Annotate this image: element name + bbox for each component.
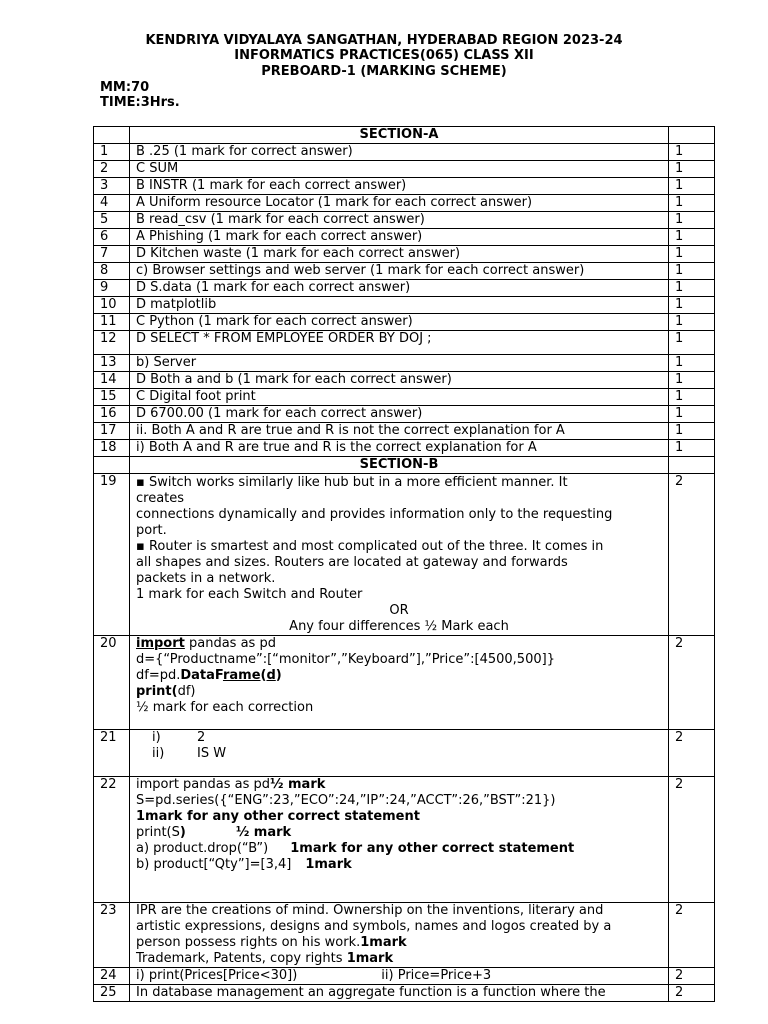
question-number: 8	[94, 263, 130, 280]
marks: 1	[669, 246, 715, 263]
table-row	[94, 297, 715, 314]
answer-line: ▪ Router is smartest and most complicated out of the three. It comes in	[136, 539, 604, 554]
table-row	[94, 406, 715, 423]
answer-text	[130, 968, 669, 985]
answer-fragment: i) print(Prices[Price<30])	[136, 968, 298, 983]
doc-title-line3: PREBOARD-1 (MARKING SCHEME)	[261, 64, 507, 79]
question-number: 21	[94, 730, 130, 777]
question-number: 14	[94, 372, 130, 389]
question-number: 23	[94, 903, 130, 968]
table-row	[94, 195, 715, 212]
answer-text	[130, 777, 669, 903]
answer-fragment: Trademark, Patents, copy rights	[136, 951, 347, 966]
table-row	[94, 636, 715, 730]
answer-fragment: person possess rights on his work.	[136, 935, 361, 950]
table-row	[94, 246, 715, 263]
question-number: 10	[94, 297, 130, 314]
marks: 1	[669, 389, 715, 406]
answer-text	[130, 474, 669, 636]
answer-keyword: import	[136, 636, 185, 651]
question-number: 9	[94, 280, 130, 297]
question-number: 24	[94, 968, 130, 985]
answer-text: C Python (1 mark for each correct answer)	[130, 314, 669, 331]
table-row	[94, 314, 715, 331]
table-row	[94, 389, 715, 406]
answer-text: B .25 (1 mark for correct answer)	[130, 144, 669, 161]
marking-scheme-table	[93, 126, 715, 1002]
answer-text: D Kitchen waste (1 mark for each correct answer)	[130, 246, 669, 263]
table-row	[94, 161, 715, 178]
table-row	[94, 212, 715, 229]
answer-fragment: rame	[222, 668, 261, 683]
answer-fragment: print(	[136, 684, 178, 699]
answer-fragment: print(S	[136, 825, 180, 840]
answer-text: A Uniform resource Locator (1 mark for each correct answer)	[130, 195, 669, 212]
doc-title-line1: KENDRIYA VIDYALAYA SANGATHAN, HYDERABAD REGION 2023-24	[145, 33, 623, 48]
marks: 1	[669, 161, 715, 178]
answer-text: D S.data (1 mark for each correct answer)	[130, 280, 669, 297]
table-row	[94, 355, 715, 372]
answer-text: In database management an aggregate function is a function where the	[130, 985, 669, 1002]
table-row	[94, 440, 715, 457]
table-row	[94, 474, 715, 636]
answer-text	[130, 730, 669, 777]
answer-text: b) Server	[130, 355, 669, 372]
marks: 1	[669, 229, 715, 246]
answer-line: IPR are the creations of mind. Ownership on the inventions, literary and	[136, 903, 604, 918]
marks: 2	[669, 474, 715, 636]
question-number: 5	[94, 212, 130, 229]
table-row	[94, 968, 715, 985]
answer-text: c) Browser settings and web server (1 mark for each correct answer)	[130, 263, 669, 280]
table-row	[94, 178, 715, 195]
section-a-heading: SECTION-A	[130, 127, 669, 144]
marks: 2	[669, 636, 715, 730]
marks: 2	[669, 903, 715, 968]
time-allowed: TIME:3Hrs.	[100, 95, 180, 110]
question-number: 11	[94, 314, 130, 331]
question-number: 17	[94, 423, 130, 440]
answer-fragment: 2	[197, 730, 206, 745]
answer-line: port.	[136, 523, 167, 538]
question-number: 13	[94, 355, 130, 372]
answer-line: 1 mark for each Switch and Router	[136, 587, 363, 602]
answer-fragment: )	[275, 668, 282, 683]
table-row	[94, 777, 715, 903]
question-number: 25	[94, 985, 130, 1002]
answer-text	[130, 636, 669, 730]
answer-fragment: ½ mark	[235, 825, 292, 840]
answer-fragment: ii) Price=Price+3	[381, 968, 492, 983]
marks: 1	[669, 212, 715, 229]
answer-text: C Digital foot print	[130, 389, 669, 406]
answer-fragment: a) product.drop(“B”)	[136, 841, 269, 856]
marks: 1	[669, 297, 715, 314]
answer-text: D SELECT * FROM EMPLOYEE ORDER BY DOJ ;	[130, 331, 669, 355]
table-row	[94, 331, 715, 355]
answer-fragment: pandas as pd	[184, 636, 276, 651]
marks: 1	[669, 280, 715, 297]
answer-text: B read_csv (1 mark for each correct answer)	[130, 212, 669, 229]
answer-line: packets in a network.	[136, 571, 276, 586]
marks: 1	[669, 423, 715, 440]
question-number: 18	[94, 440, 130, 457]
table-row	[94, 730, 715, 777]
marks: 1	[669, 372, 715, 389]
answer-text: C SUM	[130, 161, 669, 178]
answer-text: D matplotlib	[130, 297, 669, 314]
doc-title-line2: INFORMATICS PRACTICES(065) CLASS XII	[234, 48, 534, 63]
answer-line: d={“Productname”:[“monitor”,”Keyboard”],”Price”:[4500,500]}	[136, 652, 555, 667]
answer-line: Any four differences ½ Mark each	[289, 619, 509, 634]
question-number: 19	[94, 474, 130, 636]
table-row	[94, 423, 715, 440]
table-row	[94, 985, 715, 1002]
section-b-heading: SECTION-B	[130, 457, 669, 474]
table-row	[94, 372, 715, 389]
marks: 1	[669, 314, 715, 331]
question-number: 20	[94, 636, 130, 730]
answer-fragment: 1mark	[360, 935, 407, 950]
question-number: 7	[94, 246, 130, 263]
question-number: 2	[94, 161, 130, 178]
answer-text	[130, 903, 669, 968]
marks: 1	[669, 144, 715, 161]
answer-line: ▪ Switch works similarly like hub but in a more efficient manner. It	[136, 475, 568, 490]
answer-fragment: DataF	[180, 668, 223, 683]
marks: 1	[669, 178, 715, 195]
max-marks: MM:70	[100, 80, 150, 95]
question-number: 3	[94, 178, 130, 195]
answer-fragment: ½ mark	[270, 777, 326, 792]
answer-text: ii. Both A and R are true and R is not the correct explanation for A	[130, 423, 669, 440]
answer-fragment: IS W	[197, 746, 227, 761]
answer-fragment: )	[179, 825, 186, 840]
answer-text: A Phishing (1 mark for each correct answer)	[130, 229, 669, 246]
answer-fragment: 1mark	[305, 857, 352, 872]
marks: 2	[669, 730, 715, 777]
answer-fragment: import pandas as pd	[136, 777, 271, 792]
marks: 2	[669, 985, 715, 1002]
answer-line: artistic expressions, designs and symbols, names and logos created by a	[136, 919, 612, 934]
question-number: 15	[94, 389, 130, 406]
marks: 1	[669, 195, 715, 212]
answer-line: OR	[389, 603, 409, 618]
answer-text: D Both a and b (1 mark for each correct answer)	[130, 372, 669, 389]
marks: 2	[669, 777, 715, 903]
question-number: 1	[94, 144, 130, 161]
answer-fragment: 1mark	[346, 951, 394, 966]
answer-fragment: ii)	[152, 746, 165, 761]
answer-fragment: i)	[152, 730, 161, 745]
answer-line: connections dynamically and provides information only to the requesting	[136, 507, 613, 522]
answer-fragment: b) product[“Qty”]=[3,4]	[136, 857, 292, 872]
answer-fragment: df=pd.	[136, 668, 181, 683]
table-row	[94, 903, 715, 968]
table-row	[94, 144, 715, 161]
answer-line: S=pd.series({“ENG”:23,”ECO”:24,”IP”:24,”ACCT”:26,”BST”:21})	[136, 793, 556, 808]
question-number: 12	[94, 331, 130, 355]
table-row	[94, 229, 715, 246]
answer-line: ½ mark for each correction	[136, 700, 314, 715]
answer-text: D 6700.00 (1 mark for each correct answer)	[130, 406, 669, 423]
marks: 1	[669, 440, 715, 457]
table-row	[94, 263, 715, 280]
marks: 1	[669, 406, 715, 423]
marks: 1	[669, 355, 715, 372]
question-number: 16	[94, 406, 130, 423]
answer-fragment: df)	[177, 684, 196, 699]
table-row	[94, 280, 715, 297]
marks: 1	[669, 263, 715, 280]
answer-fragment: 1mark for any other correct statement	[290, 841, 575, 856]
answer-fragment: (	[260, 668, 267, 683]
answer-text: i) Both A and R are true and R is the correct explanation for A	[130, 440, 669, 457]
answer-fragment: d	[266, 668, 276, 683]
question-number: 6	[94, 229, 130, 246]
question-number: 22	[94, 777, 130, 903]
answer-line: all shapes and sizes. Routers are located at gateway and forwards	[136, 555, 568, 570]
answer-line: creates	[136, 491, 185, 506]
answer-line: 1mark for any other correct statement	[136, 809, 420, 824]
question-number: 4	[94, 195, 130, 212]
marks: 1	[669, 331, 715, 355]
marks: 2	[669, 968, 715, 985]
answer-text: B INSTR (1 mark for each correct answer)	[130, 178, 669, 195]
